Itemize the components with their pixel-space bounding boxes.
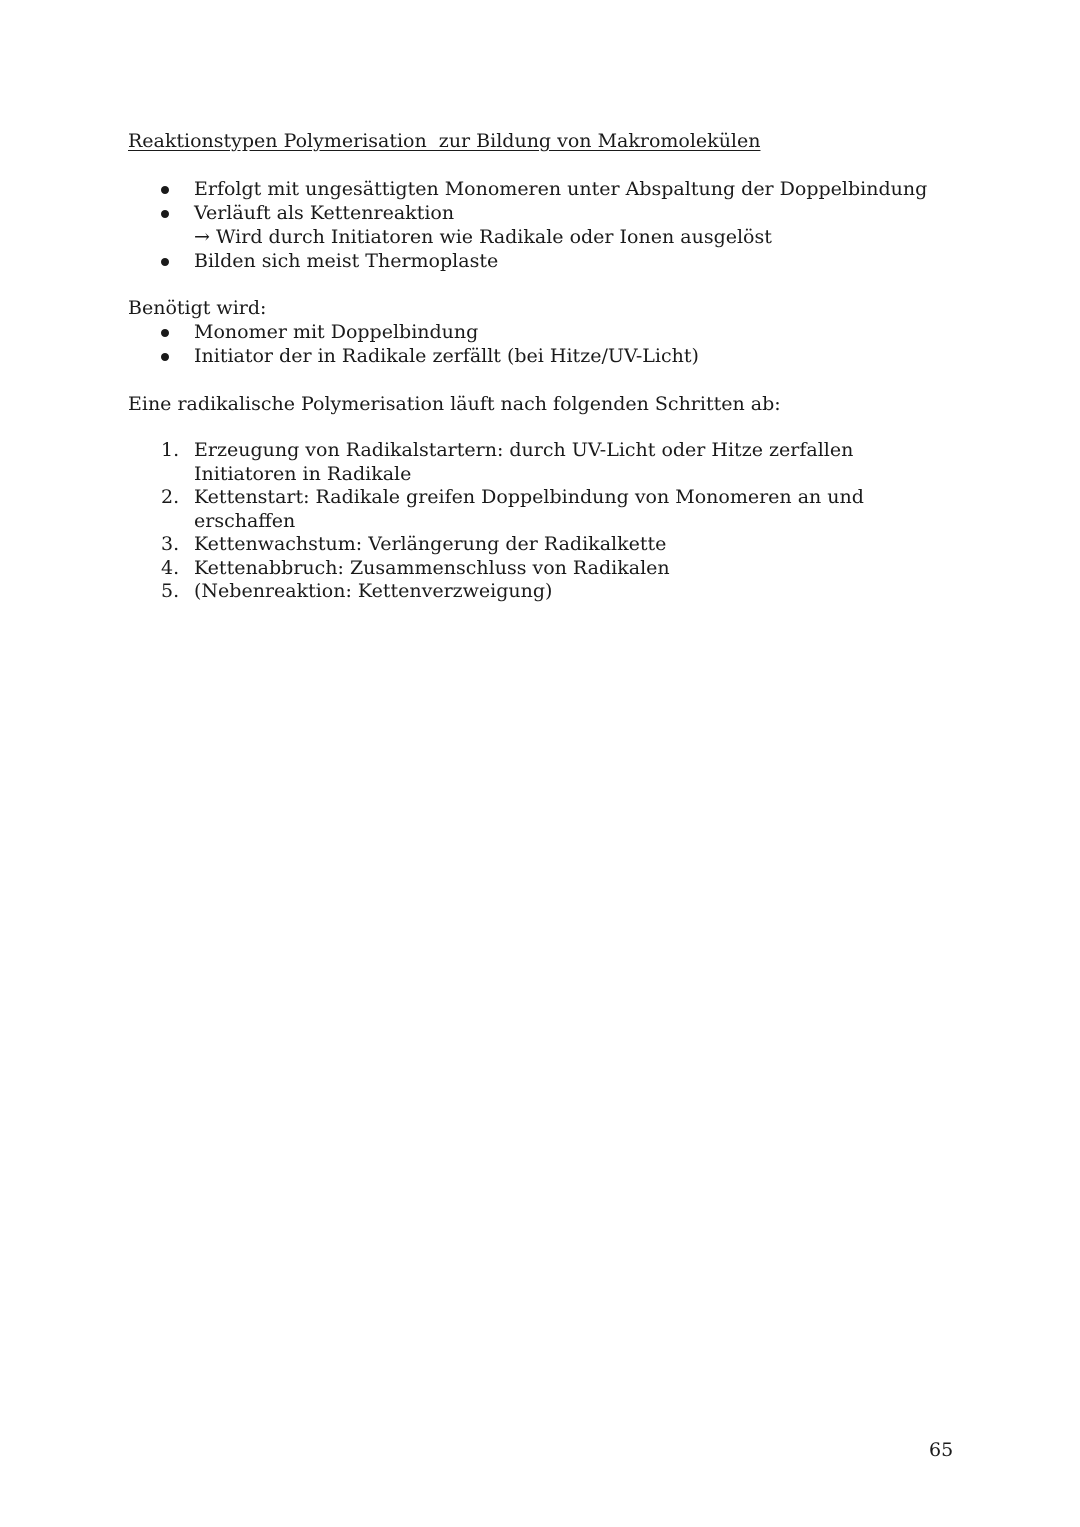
- list-item-text: Monomer mit Doppelbindung: [194, 321, 479, 343]
- list-item: [128, 177, 927, 201]
- list-item: [128, 580, 908, 604]
- list-item: [128, 201, 927, 249]
- bullet-icon: [161, 186, 169, 194]
- bullet-icon: [161, 353, 169, 361]
- characteristics-list: [128, 177, 927, 273]
- list-item-text: Erfolgt mit ungesättigten Monomeren unter Abspaltung der Doppelbindung: [194, 178, 928, 200]
- steps-list: [128, 439, 908, 604]
- bullet-icon: [161, 258, 169, 266]
- step-number: 1.: [161, 439, 180, 461]
- list-item: [128, 533, 908, 557]
- list-item-text: Initiator der in Radikale zerfällt (bei Hitze/UV-Licht): [194, 345, 699, 367]
- steps-intro: Eine radikalische Polymerisation läuft nach folgenden Schritten ab:: [128, 393, 781, 415]
- list-item-text: Verläuft als Kettenreaktion: [194, 202, 455, 224]
- step-number: 5.: [161, 580, 180, 602]
- step-number: 3.: [161, 533, 180, 555]
- step-text: Kettenstart: Radikale greifen Doppelbindung von Monomeren an und erschaffen: [194, 486, 864, 532]
- list-item-text: Bilden sich meist Thermoplaste: [194, 250, 499, 272]
- bullet-icon: [161, 329, 169, 337]
- page-number: 65: [929, 1439, 954, 1461]
- section-heading: Reaktionstypen Polymerisation zur Bildung von Makromolekülen: [128, 130, 761, 152]
- step-text: Kettenwachstum: Verlängerung der Radikalkette: [194, 533, 667, 555]
- step-number: 4.: [161, 556, 180, 579]
- needed-label: Benötigt wird:: [128, 297, 267, 319]
- list-item: [128, 344, 699, 368]
- list-item: [128, 249, 927, 273]
- list-item-subnote: → Wird durch Initiatoren wie Radikale oder Ionen ausgelöst: [194, 226, 772, 248]
- step-text: Kettenabbruch: Zusammenschluss von Radikalen: [194, 556, 670, 579]
- step-text: Erzeugung von Radikalstartern: durch UV-Licht oder Hitze zerfallen Initiatoren in Radikale: [194, 439, 854, 485]
- requirements-list: [128, 320, 699, 368]
- list-item: [128, 557, 908, 581]
- step-number: 2.: [161, 486, 180, 508]
- step-text: (Nebenreaktion: Kettenverzweigung): [194, 580, 553, 602]
- bullet-icon: [161, 210, 169, 218]
- list-item: [128, 320, 699, 344]
- list-item: [128, 486, 908, 533]
- list-item: [128, 439, 908, 486]
